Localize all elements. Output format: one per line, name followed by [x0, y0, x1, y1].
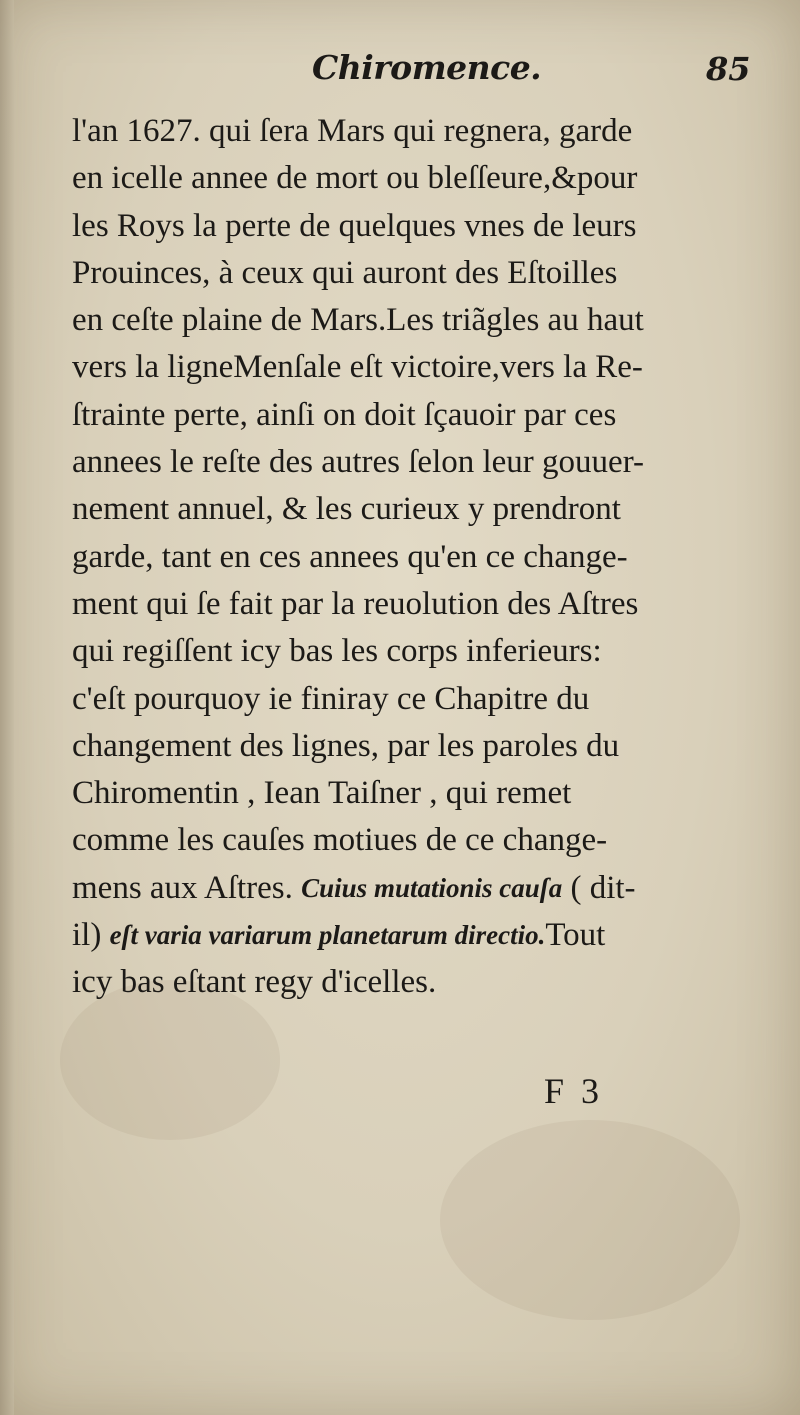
text-line	[72, 723, 762, 770]
text-line	[72, 297, 762, 344]
text-segment: garde, tant en ces annees qu'en ce change-	[72, 538, 628, 575]
text-line	[72, 959, 762, 1006]
text-segment: Chiromentin , Iean Taiſner , qui remet	[72, 775, 572, 812]
text-line	[72, 581, 762, 628]
text-line	[72, 344, 762, 391]
text-segment: annees le reſte des autres ſelon leur gouuer-	[72, 444, 645, 481]
running-title: Chiromence.	[312, 48, 542, 87]
text-line	[72, 486, 762, 533]
text-segment: il)	[72, 917, 110, 954]
text-segment: ( dit-	[562, 869, 636, 906]
text-line	[72, 108, 762, 155]
text-segment: vers la ligneMenſale eſt victoire,vers la Re-	[72, 349, 643, 386]
latin-quote: Cuius mutationis cauſa	[301, 872, 563, 903]
text-segment: Prouinces, à ceux qui auront des Eſtoilles	[72, 254, 618, 291]
text-segment: c'eſt pourquoy ie finiray ce Chapitre du	[72, 680, 590, 717]
text-line	[72, 817, 762, 864]
text-segment: les Roys la perte de quelques vnes de leurs	[72, 207, 637, 244]
text-segment: qui regiſſent icy bas les corps inferieurs:	[72, 633, 602, 670]
running-head	[0, 48, 800, 108]
text-line	[72, 203, 762, 250]
text-segment: l'an 1627. qui ſera Mars qui regnera, garde	[72, 113, 633, 149]
text-line	[72, 628, 762, 675]
text-line	[72, 392, 762, 439]
text-segment: ment qui ſe fait par la reuolution des Aſtres	[72, 585, 639, 622]
text-line	[72, 865, 762, 912]
text-segment: comme les cauſes motiues de ce change-	[72, 822, 608, 859]
text-line	[72, 676, 762, 723]
latin-quote: eſt varia variarum planetarum directio.	[109, 920, 546, 951]
text-segment: ſtrainte perte, ainſi on doit ſçauoir par ces	[72, 396, 617, 433]
text-line	[72, 534, 762, 581]
text-line	[72, 439, 762, 486]
signature-mark: F 3	[544, 1071, 604, 1111]
text-line	[72, 250, 762, 297]
text-segment: Tout	[545, 917, 606, 954]
text-segment: icy bas eſtant regy d'icelles.	[72, 964, 437, 1001]
text-line	[72, 770, 762, 817]
body-text	[72, 108, 762, 1007]
text-segment: mens aux Aſtres.	[72, 869, 302, 906]
page-gutter-shadow	[0, 0, 14, 1415]
text-segment: en ceſte plaine de Mars.Les triãgles au haut	[72, 302, 644, 339]
page-number: 85	[706, 50, 751, 88]
text-line	[72, 912, 762, 959]
paper-stain	[440, 1120, 740, 1320]
text-segment: changement des lignes, par les paroles du	[72, 727, 620, 764]
text-line	[72, 155, 762, 202]
text-segment: en icelle annee de mort ou bleſſeure,&pour	[72, 160, 638, 197]
text-segment: nement annuel, & les curieux y prendront	[72, 491, 621, 528]
